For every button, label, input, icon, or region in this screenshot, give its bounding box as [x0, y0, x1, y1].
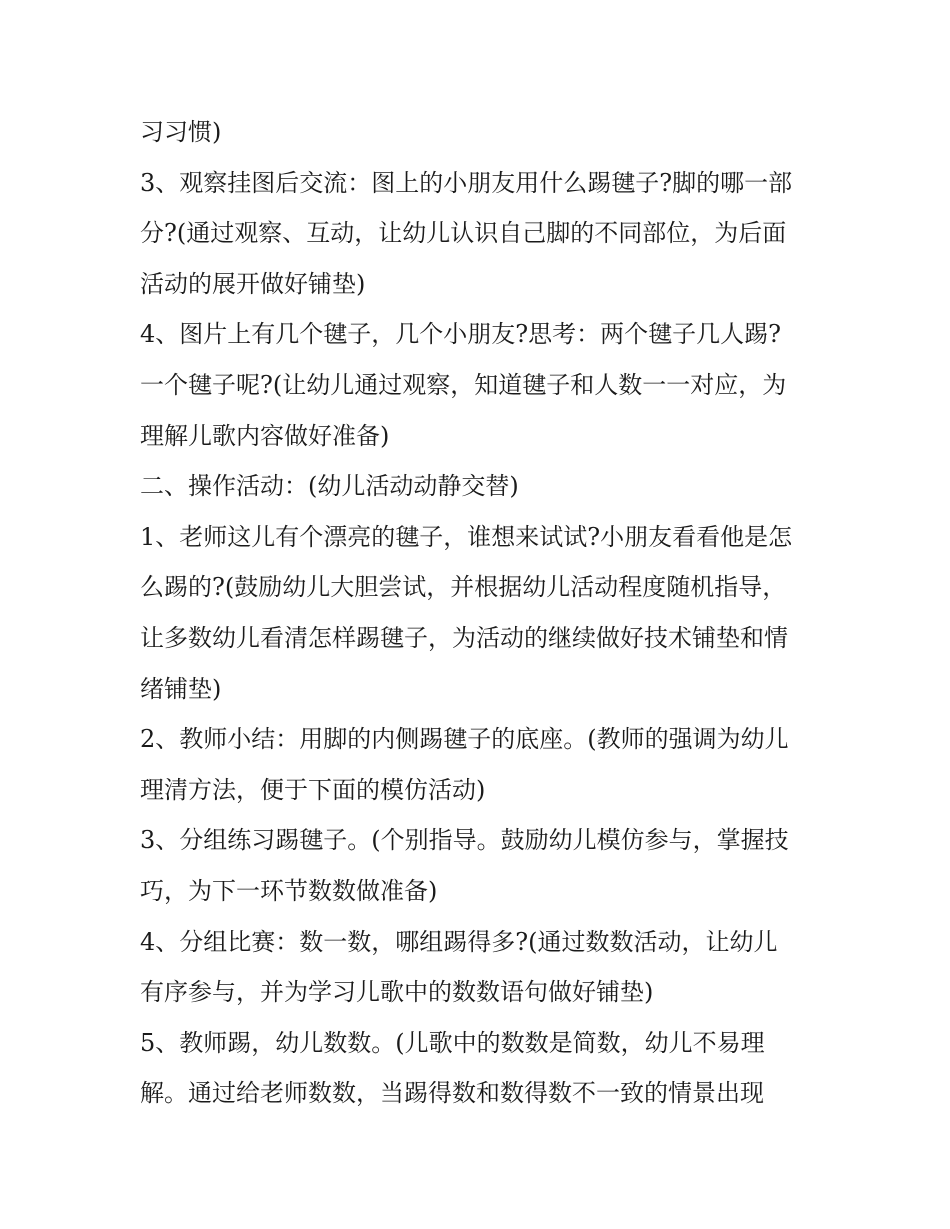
text-line: 4、图片上有几个毽子，几个小朋友?思考：两个毽子几人踢? [140, 320, 782, 349]
text-line: 绪铺垫) [140, 674, 222, 703]
text-line: 4、分组比赛：数一数，哪组踢得多?(通过数数活动，让幼儿 [140, 927, 778, 956]
text-line: 活动的展开做好铺垫) [140, 269, 366, 298]
text-line: 一个毽子呢?(让幼儿通过观察，知道毽子和人数一一对应，为 [140, 370, 787, 399]
text-line: 1、老师这儿有个漂亮的毽子，谁想来试试?小朋友看看他是怎 [140, 522, 793, 551]
text-line: 么踢的?(鼓励幼儿大胆尝试，并根据幼儿活动程度随机指导， [140, 573, 787, 602]
text-line: 3、观察挂图后交流：图上的小朋友用什么踢毽子?脚的哪一部 [140, 168, 793, 197]
text-line: 2、教师小结：用脚的内侧踢毽子的底座。(教师的强调为幼儿 [140, 725, 789, 754]
document-body [140, 107, 830, 1119]
text-line: 分?(通过观察、互动，让幼儿认识自己脚的不同部位，为后面 [140, 219, 787, 248]
text-line: 理清方法，便于下面的模仿活动) [140, 775, 486, 804]
text-line: 3、分组练习踢毽子。(个别指导。鼓励幼儿模仿参与，掌握技 [140, 826, 789, 855]
text-line: 5、教师踢，幼儿数数。(儿歌中的数数是简数，幼儿不易理 [140, 1028, 765, 1057]
text-line: 理解儿歌内容做好准备) [140, 421, 390, 450]
text-line: 习习惯) [140, 118, 222, 146]
text-line: 巧，为下一环节数数做准备) [140, 876, 438, 905]
text-line: 让多数幼儿看清怎样踢毽子，为活动的继续做好技术铺垫和情 [140, 623, 788, 652]
section-heading: 二、操作活动：(幼儿活动动静交替) [140, 472, 519, 501]
text-line: 解。通过给老师数数，当踢得数和数得数不一致的情景出现 [140, 1079, 764, 1108]
text-line: 有序参与，并为学习儿歌中的数数语句做好铺垫) [140, 978, 654, 1007]
